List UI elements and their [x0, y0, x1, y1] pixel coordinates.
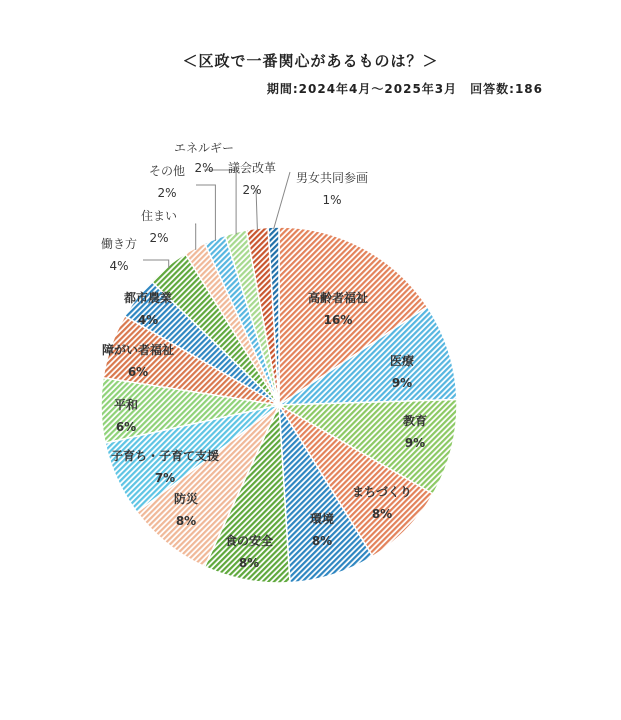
- leader-line: [204, 170, 236, 234]
- slice-percent: 8%: [371, 507, 393, 521]
- slice-percent: 6%: [127, 365, 149, 379]
- slice-label: 食の安全: [224, 534, 274, 548]
- slice-label: 都市農業: [123, 291, 173, 305]
- slice-label: その他: [148, 164, 186, 178]
- slice-label: 働き方: [100, 237, 138, 251]
- chart-title: ＜区政で一番関心があるものは？＞: [182, 52, 439, 70]
- leader-line: [195, 224, 196, 250]
- slice-label: 障がい者福祉: [101, 343, 175, 357]
- slice-label: 環境: [309, 512, 335, 526]
- slice-percent: 4%: [137, 313, 159, 327]
- slice-label: 高齢者福祉: [307, 291, 369, 305]
- leader-line: [143, 260, 169, 268]
- slice-label: 議会改革: [227, 161, 277, 175]
- slice-percent: 2%: [194, 161, 214, 175]
- leader-line: [274, 172, 290, 229]
- slice-label: 住まい: [140, 209, 178, 223]
- slice-percent: 9%: [391, 376, 413, 390]
- slice-label: 医療: [389, 354, 415, 368]
- slice-percent: 8%: [311, 534, 333, 548]
- slice-label: 防災: [173, 492, 199, 506]
- slice-percent: 2%: [149, 231, 169, 245]
- slice-label: まちづくり: [352, 485, 412, 499]
- leader-line: [196, 185, 215, 241]
- slice-label: 子育ち・子育て支援: [110, 449, 220, 463]
- slice-percent: 2%: [242, 183, 262, 197]
- slice-percent: 4%: [109, 259, 129, 273]
- slice-percent: 8%: [175, 514, 197, 528]
- slice-label: 平和: [113, 398, 139, 412]
- slice-percent: 9%: [404, 436, 426, 450]
- slice-label: エネルギー: [173, 141, 235, 155]
- slice-percent: 7%: [154, 471, 176, 485]
- slice-percent: 8%: [238, 556, 260, 570]
- slice-percent: 16%: [323, 313, 353, 327]
- slice-label: 男女共同参画: [295, 171, 369, 185]
- chart-subtitle: 期間:2024年4月～2025年3月 回答数:186: [266, 82, 543, 96]
- slice-label: 教育: [402, 414, 428, 428]
- slice-percent: 1%: [322, 193, 342, 207]
- slice-percent: 6%: [115, 420, 137, 434]
- slice-percent: 2%: [157, 186, 177, 200]
